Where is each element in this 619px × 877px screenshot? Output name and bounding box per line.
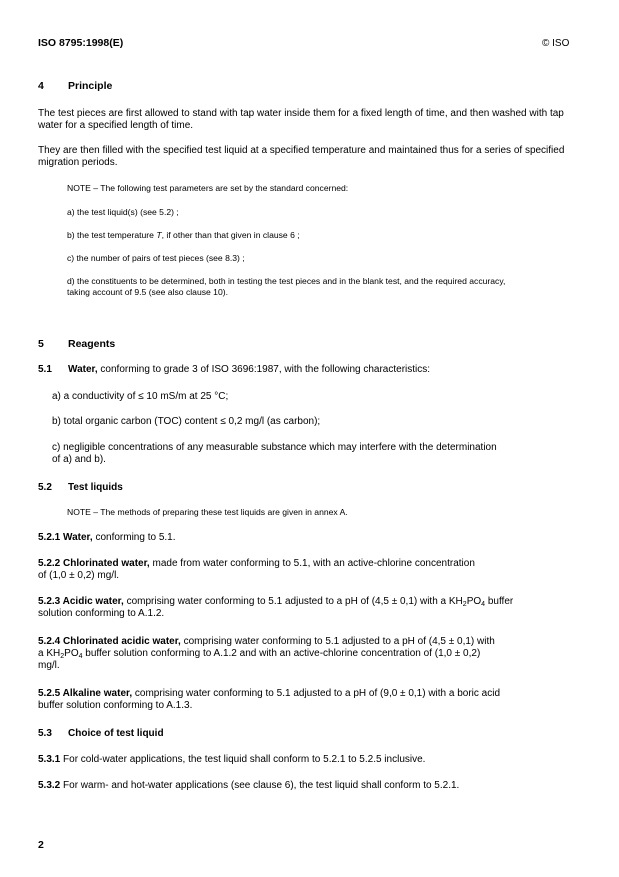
document-id: ISO 8795:1998(E)	[38, 37, 124, 49]
section-4-heading	[38, 80, 112, 92]
clause-5-1-a: a) a conductivity of ≤ 10 mS/m at 25 °C;	[52, 391, 229, 402]
note-item-c: c) the number of pairs of test pieces (see 8.3) ;	[67, 253, 245, 263]
clause-5-1-b: b) total organic carbon (TOC) content ≤ 0,2 mg/l (as carbon);	[52, 416, 321, 427]
page-number: 2	[38, 839, 44, 851]
section-4-paragraph-1: The test pieces are first allowed to stand with tap water inside them for a fixed length of time, and then washed with tap water for a specified length of time.	[38, 108, 564, 131]
clause-5-2-heading: 5.2 Test liquids	[38, 482, 123, 493]
clause-5-3-1: 5.3.1 For cold-water applications, the test liquid shall conform to 5.2.1 to 5.2.5 inclusive.	[38, 754, 426, 765]
note-item-b: b) the test temperature T, if other than that given in clause 6 ;	[67, 230, 300, 240]
section-5-number: 5	[38, 338, 44, 350]
note-item-a: a) the test liquid(s) (see 5.2) ;	[67, 207, 179, 217]
clause-5-2-4: 5.2.4 Chlorinated acidic water, comprising water conforming to 5.1 adjusted to a pH of (4,5 ± 0,1) with a $KH_2PO_4$ buffer solution conforming to A.1.2 and with an active-chlorine concentration of (1,0 ± 0,2) mg/l.	[38, 636, 495, 671]
section-4-paragraph-2: They are then filled with the specified test liquid at a specified temperature and maintained thus for a series of specified migration periods.	[38, 145, 565, 168]
clause-5-3-heading: 5.3 Choice of test liquid	[38, 728, 164, 739]
section-4-title: Principle	[68, 80, 113, 92]
clause-5-1-c: c) negligible concentrations of any measurable substance which may interfere with the determination of a) and b).	[52, 442, 497, 465]
clause-5-2-2: 5.2.2 Chlorinated water, made from water conforming to 5.1, with an active-chlorine concentration of (1,0 ± 0,2) mg/l.	[38, 558, 475, 581]
note-item-d: d) the constituents to be determined, both in testing the test pieces and in the blank test, and the required accuracy, taking account of 9.5 (see also clause 10).	[67, 276, 506, 297]
section-4-number: 4	[38, 80, 44, 92]
clause-5-1: 5.1 Water, conforming to grade 3 of ISO 3696:1987, with the following characteristics:	[38, 364, 431, 375]
clause-5-2-1: 5.2.1 Water, conforming to 5.1.	[38, 532, 176, 543]
clause-5-2-note: NOTE – The methods of preparing these test liquids are given in annex A.	[67, 507, 348, 517]
section-5-title: Reagents	[68, 338, 116, 350]
clause-5-2-3: 5.2.3 Acidic water, comprising water conforming to 5.1 adjusted to a pH of (4,5 ± 0,1) with a $KH_2PO_4$ buffer solution conforming to A.1.2.	[38, 596, 514, 619]
section-4-note: NOTE – The following test parameters are set by the standard concerned:	[67, 183, 349, 193]
clause-5-3-2: 5.3.2 For warm- and hot-water applications (see clause 6), the test liquid shall conform to 5.2.1.	[38, 780, 460, 791]
clause-5-2-5: 5.2.5 Alkaline water, comprising water conforming to 5.1 adjusted to a pH of (9,0 ± 0,1) with a boric acid buffer solution conforming to A.1.3.	[38, 688, 501, 711]
section-5-heading	[38, 338, 115, 350]
copyright-notice: © ISO	[542, 38, 570, 49]
temperature-variable: T	[156, 230, 162, 240]
